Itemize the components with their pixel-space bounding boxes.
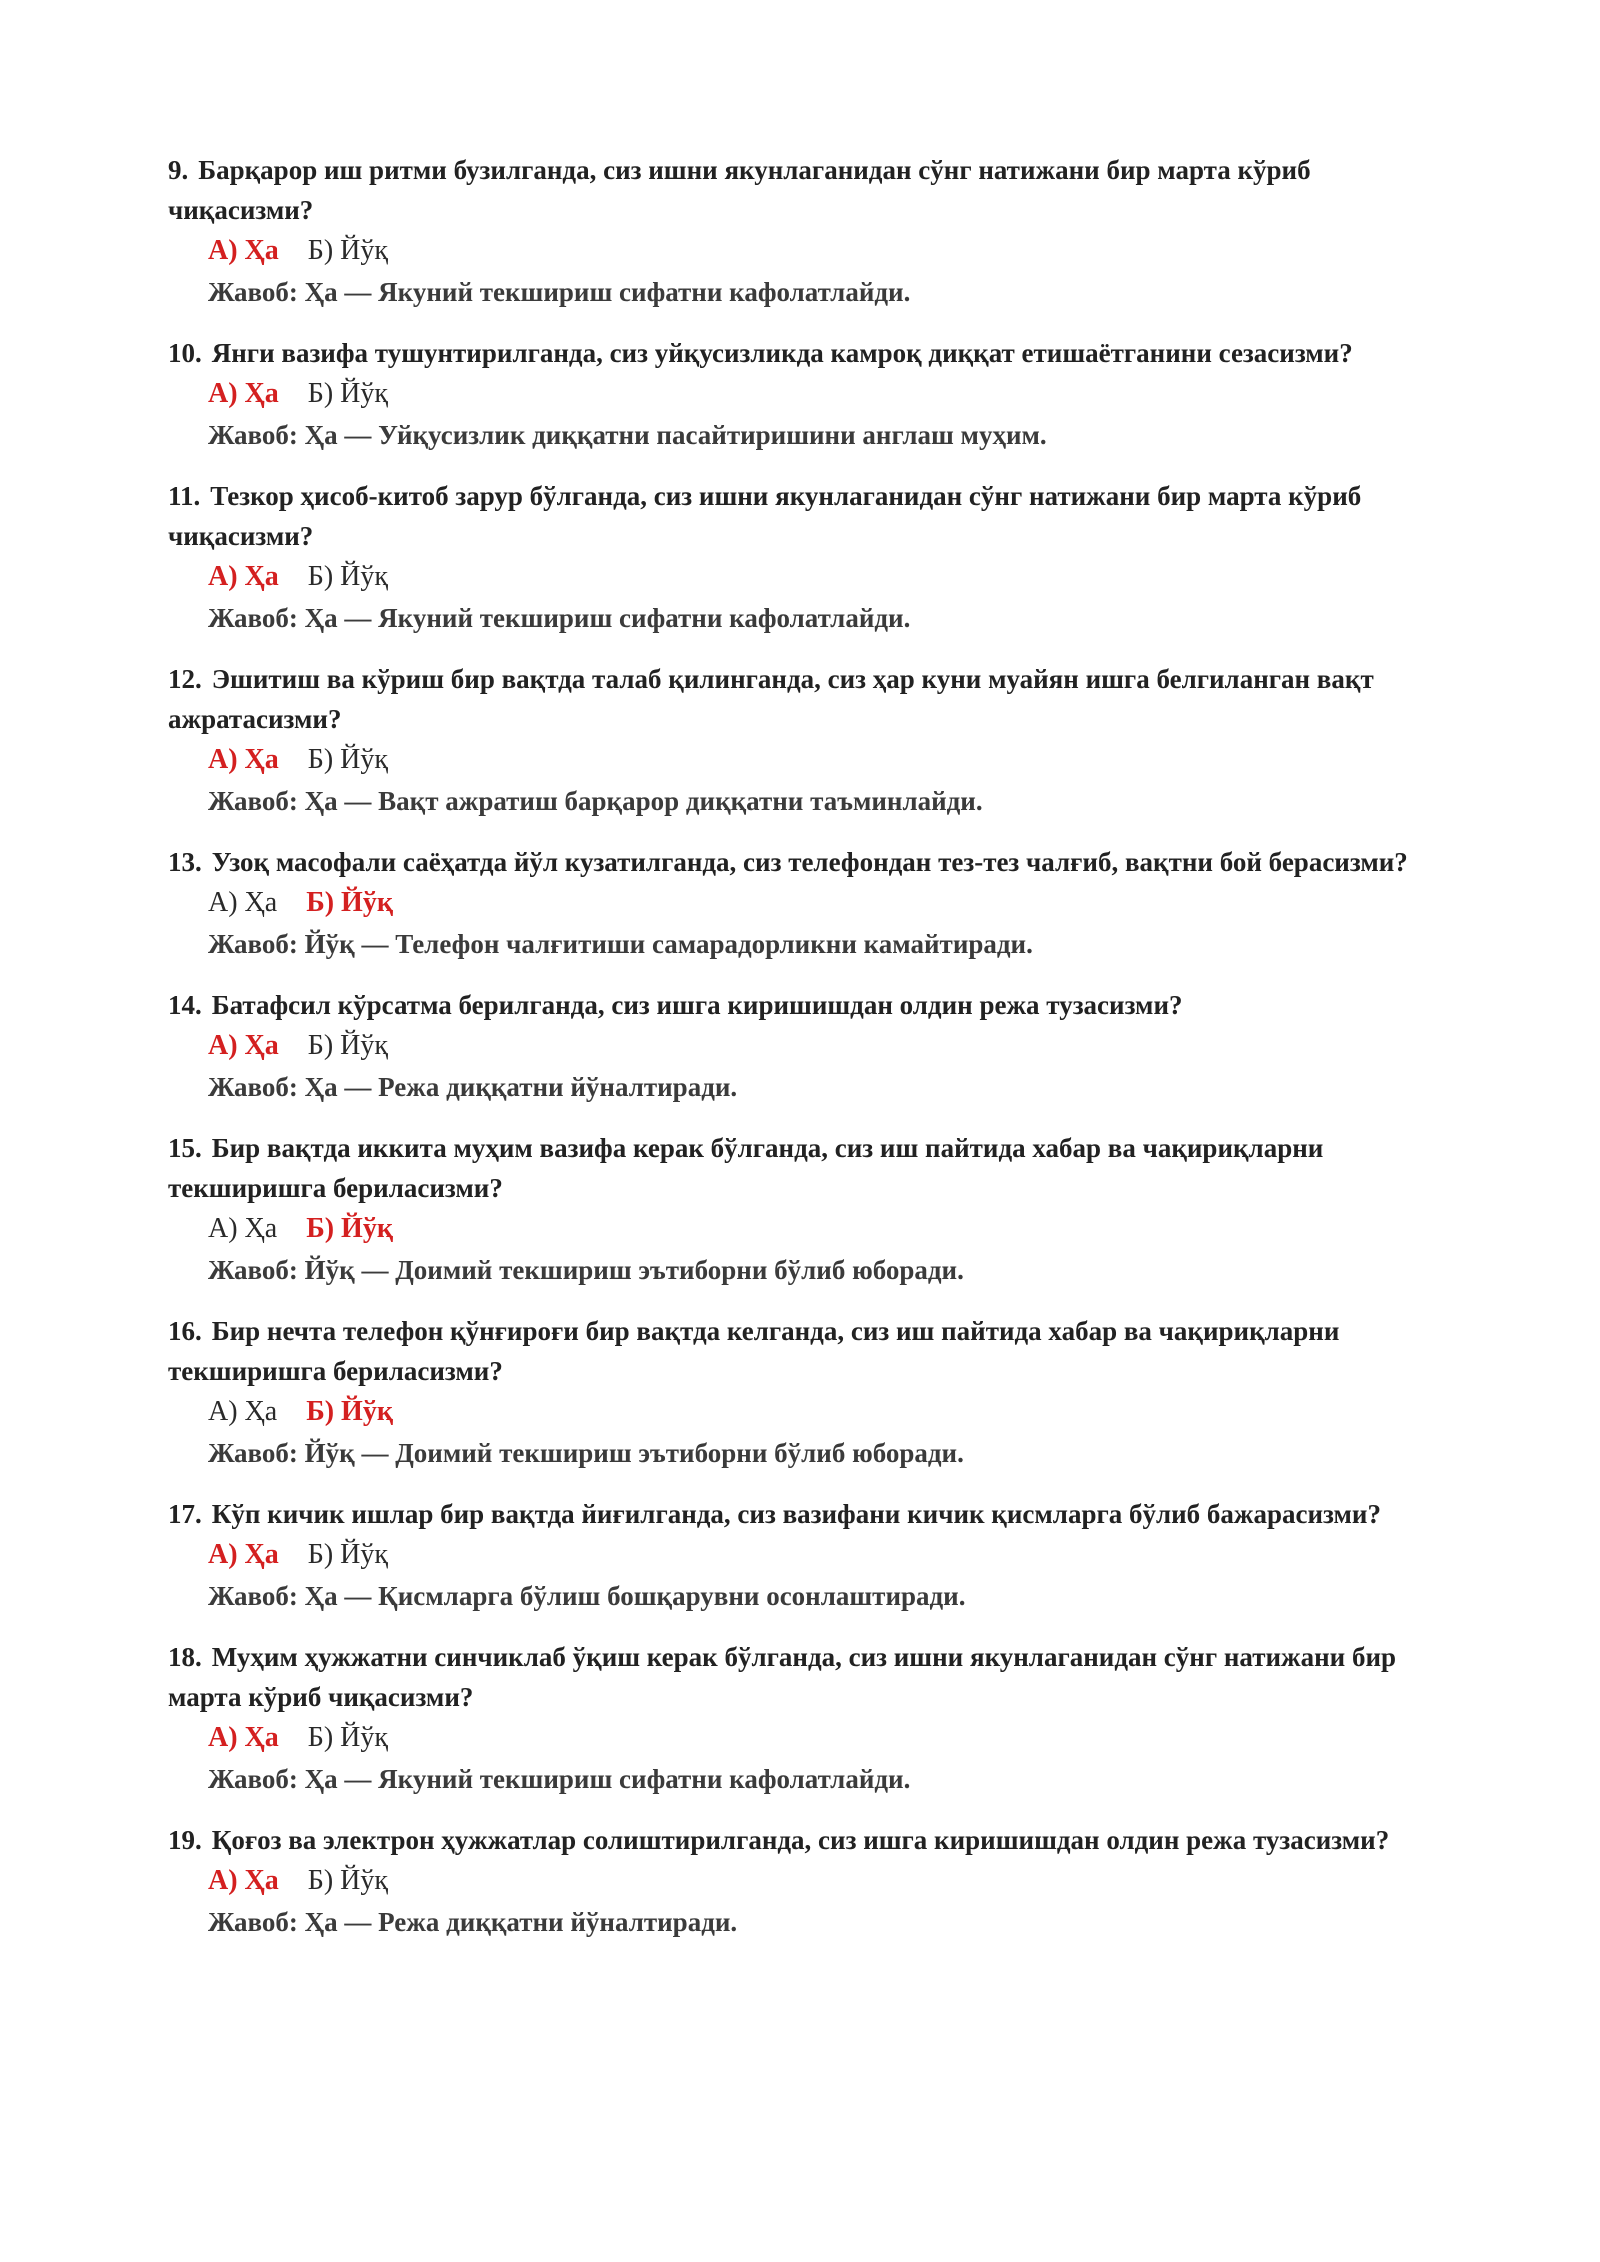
- option-b[interactable]: Б) Йўқ: [307, 1722, 388, 1753]
- question-title: [168, 1128, 1448, 1208]
- answer-explanation: Жавоб: Йўқ — Телефон чалғитиши самарадорликни камайтиради.: [208, 929, 1033, 959]
- answer-explanation: Жавоб: Йўқ — Доимий текшириш эътиборни бўлиб юборади.: [208, 1255, 964, 1285]
- answer-explanation: Жавоб: Ҳа — Вақт ажратиш барқарор диққатни таъминлайди.: [208, 786, 983, 816]
- answer-options: [208, 230, 1448, 272]
- answer-explanation: Жавоб: Ҳа — Қисмларга бўлиш бошқарувни осонлаштиради.: [208, 1581, 966, 1611]
- option-b[interactable]: Б) Йўқ: [306, 1213, 393, 1244]
- option-a[interactable]: А) Ҳа: [208, 235, 279, 266]
- question-title: [168, 1494, 1448, 1534]
- question-title: [168, 1820, 1448, 1860]
- answer-options: [208, 1717, 1448, 1759]
- question-number: 10.: [168, 338, 202, 368]
- option-a[interactable]: А) Ҳа: [208, 744, 279, 775]
- option-a[interactable]: А) Ҳа: [208, 1865, 279, 1896]
- answer-options: [208, 882, 1448, 924]
- question-title: [168, 333, 1448, 373]
- question-number: 18.: [168, 1642, 202, 1672]
- option-b[interactable]: Б) Йўқ: [307, 1030, 388, 1061]
- answer-explanation: Жавоб: Йўқ — Доимий текшириш эътиборни бўлиб юборади.: [208, 1438, 964, 1468]
- option-b[interactable]: Б) Йўқ: [307, 235, 388, 266]
- answer-explanation: Жавоб: Ҳа — Якуний текшириш сифатни кафолатлайди.: [208, 1764, 911, 1794]
- question-text: Батафсил кўрсатма берилганда, сиз ишга киришишдан олдин режа тузасизми?: [211, 990, 1183, 1020]
- option-a[interactable]: А) Ҳа: [208, 378, 279, 409]
- answer-explanation: Жавоб: Ҳа — Уйқусизлик диққатни пасайтиришини англаш муҳим.: [208, 420, 1047, 450]
- answer-options: [208, 556, 1448, 598]
- answer-options: [208, 1534, 1448, 1576]
- question-item: [168, 1128, 1448, 1290]
- question-number: 19.: [168, 1825, 202, 1855]
- option-b[interactable]: Б) Йўқ: [307, 561, 388, 592]
- answer-options: [208, 1208, 1448, 1250]
- answer-options: [208, 1860, 1448, 1902]
- question-text: Муҳим ҳужжатни синчиклаб ўқиш керак бўлганда, сиз ишни якунлаганидан сўнг натижани бир марта кўриб чиқасизми?: [168, 1642, 1397, 1712]
- question-number: 12.: [168, 664, 202, 694]
- option-b[interactable]: Б) Йўқ: [307, 1865, 388, 1896]
- question-number: 15.: [168, 1133, 202, 1163]
- answer-explanation: Жавоб: Ҳа — Якуний текшириш сифатни кафолатлайди.: [208, 277, 911, 307]
- option-a[interactable]: А) Ҳа: [208, 561, 279, 592]
- question-title: [168, 659, 1448, 739]
- question-text: Қоғоз ва электрон ҳужжатлар солиштирилганда, сиз ишга киришишдан олдин режа тузасизми?: [211, 1825, 1390, 1855]
- option-b[interactable]: Б) Йўқ: [307, 744, 388, 775]
- question-text: Узоқ масофали саёҳатда йўл кузатилганда, сиз телефондан тез-тез чалғиб, вақтни бой берасизми?: [211, 847, 1408, 877]
- answer-options: [208, 1025, 1448, 1067]
- document-page: [168, 150, 1448, 1963]
- option-a[interactable]: А) Ҳа: [208, 1539, 279, 1570]
- option-a[interactable]: А) Ҳа: [208, 1722, 279, 1753]
- question-number: 11.: [168, 481, 201, 511]
- question-title: [168, 1311, 1448, 1391]
- question-number: 16.: [168, 1316, 202, 1346]
- answer-explanation: Жавоб: Ҳа — Режа диққатни йўналтиради.: [208, 1072, 738, 1102]
- question-item: [168, 476, 1448, 638]
- question-text: Тезкор ҳисоб-китоб зарур бўлганда, сиз ишни якунлаганидан сўнг натижани бир марта кўриб чиқасизми?: [168, 481, 1362, 551]
- question-item: [168, 842, 1448, 964]
- question-item: [168, 985, 1448, 1107]
- question-number: 9.: [168, 155, 189, 185]
- question-item: [168, 333, 1448, 455]
- question-title: [168, 985, 1448, 1025]
- question-number: 14.: [168, 990, 202, 1020]
- answer-explanation: Жавоб: Ҳа — Якуний текшириш сифатни кафолатлайди.: [208, 603, 911, 633]
- option-b[interactable]: Б) Йўқ: [306, 887, 393, 918]
- answer-options: [208, 739, 1448, 781]
- question-text: Эшитиш ва кўриш бир вақтда талаб қилинганда, сиз ҳар куни муайян ишга белгиланган вақт ажратасизми?: [168, 664, 1374, 734]
- answer-explanation: Жавоб: Ҳа — Режа диққатни йўналтиради.: [208, 1907, 738, 1937]
- question-text: Бир нечта телефон қўнғироғи бир вақтда келганда, сиз иш пайтида хабар ва чақириқларни текширишга бериласизми?: [168, 1316, 1340, 1386]
- option-b[interactable]: Б) Йўқ: [306, 1396, 393, 1427]
- option-b[interactable]: Б) Йўқ: [307, 1539, 388, 1570]
- question-item: [168, 1820, 1448, 1942]
- question-text: Барқарор иш ритми бузилганда, сиз ишни якунлаганидан сўнг натижани бир марта кўриб чиқасизми?: [168, 155, 1311, 225]
- option-a[interactable]: А) Ҳа: [208, 1396, 278, 1427]
- answer-options: [208, 373, 1448, 415]
- question-item: [168, 1494, 1448, 1616]
- question-title: [168, 150, 1448, 230]
- question-number: 17.: [168, 1499, 202, 1529]
- question-number: 13.: [168, 847, 202, 877]
- question-text: Бир вақтда иккита муҳим вазифа керак бўлганда, сиз иш пайтида хабар ва чақириқларни текширишга бериласизми?: [168, 1133, 1324, 1203]
- question-item: [168, 1637, 1448, 1799]
- question-text: Янги вазифа тушунтирилганда, сиз уйқусизликда камроқ диққат етишаётганини сезасизми?: [211, 338, 1353, 368]
- question-text: Кўп кичик ишлар бир вақтда йиғилганда, сиз вазифани кичик қисмларга бўлиб бажарасизми?: [211, 1499, 1381, 1529]
- answer-options: [208, 1391, 1448, 1433]
- option-a[interactable]: А) Ҳа: [208, 887, 278, 918]
- question-title: [168, 1637, 1448, 1717]
- option-a[interactable]: А) Ҳа: [208, 1213, 278, 1244]
- question-item: [168, 1311, 1448, 1473]
- question-title: [168, 842, 1448, 882]
- question-item: [168, 150, 1448, 312]
- option-a[interactable]: А) Ҳа: [208, 1030, 279, 1061]
- question-item: [168, 659, 1448, 821]
- option-b[interactable]: Б) Йўқ: [307, 378, 388, 409]
- question-title: [168, 476, 1448, 556]
